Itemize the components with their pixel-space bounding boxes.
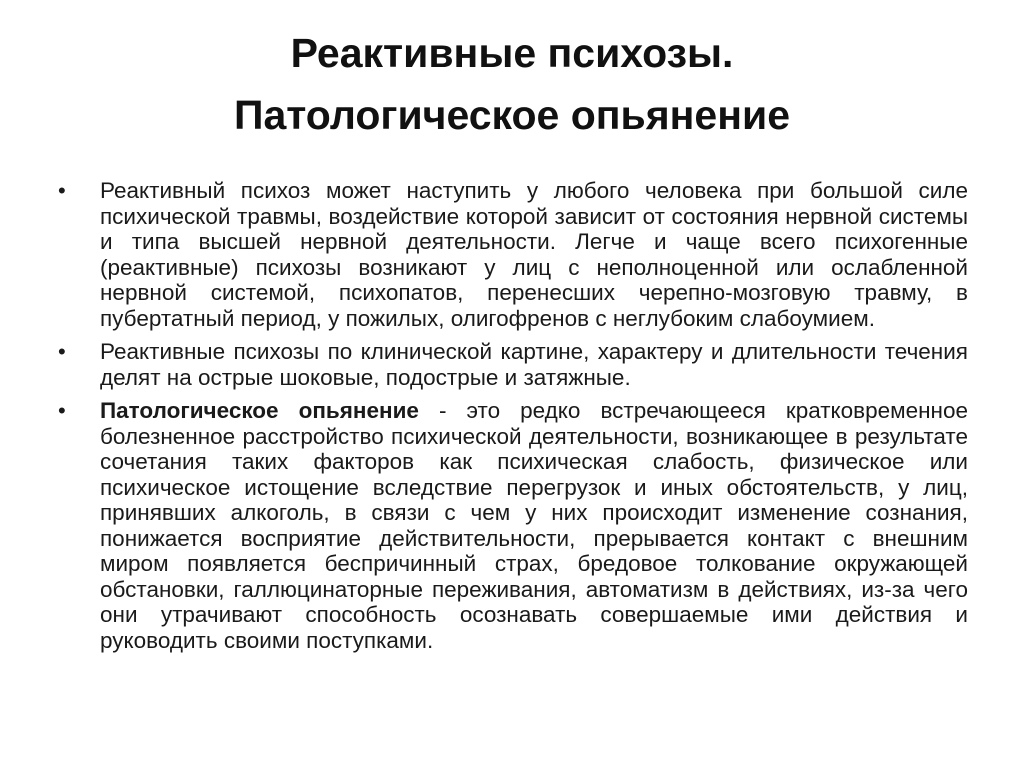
bullet-text: Реактивные психозы по клинической картине, характеру и длительности течения делят на острые шоковые, подострые и затяжные. [100,339,968,390]
title-line-1: Реактивные психозы. [290,30,734,76]
bullet-icon: • [58,339,66,364]
bullet-item-pathological-intoxication [58,398,968,653]
bullet-term: Патологическое опьянение [100,398,419,423]
bullet-icon: • [58,398,66,423]
title-line-2: Патологическое опьянение [233,92,791,138]
bullet-icon: • [58,178,66,203]
bullet-item-reactive-psychosis [58,178,968,331]
slide-title [60,22,964,146]
bullet-text: Реактивный психоз может наступить у любого человека при большой силе психической травмы, воздействие которой зависит от состояния нервной системы и типа высшей нервной деятельности. Легче и чаще всего психогенные (реактивные) психозы возникают у лиц с неполноценной или ослабленной нервной системой, психопатов, перенесших черепно-мозговую травму, в пубертатный период, у пожилых, олигофренов с неглубоким слабоумием. [100,178,968,331]
bullet-item-classification [58,339,968,390]
bullet-list [58,178,968,661]
bullet-text: - это редко встречающееся кратковременное болезненное расстройство психической деятельности, возникающее в результате сочетания таких факторов как психическая слабость, физическое или психическое истощение вследствие перегрузок и иных обстоятельств, у лиц, принявших алкоголь, в связи с чем у них происходит изменение сознания, понижается восприятие действительности, прерывается контакт с внешним миром появляется беспричинный страх, бредовое толкование окружающей обстановки, галлюцинаторные переживания, автоматизм в действиях, из-за чего они утрачивают способность осознавать совершаемые ими действия и руководить своими поступками. [100,398,968,653]
